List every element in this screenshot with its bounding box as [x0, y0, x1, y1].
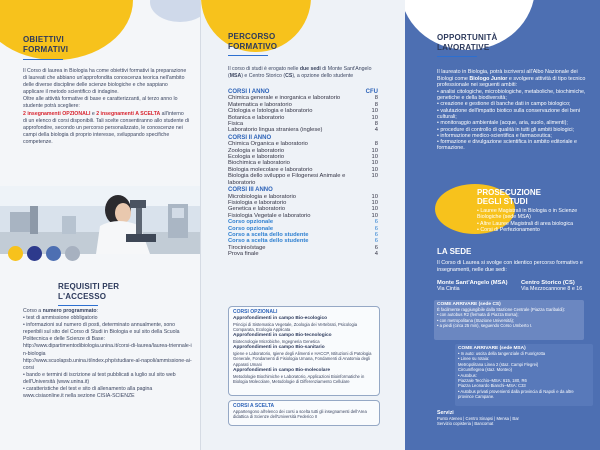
objectives-choice-pre: Oltre alle attività formative di base e caratterizzanti, al terzo anno lo studente potrà scegliere:: [23, 96, 178, 110]
course-year-label: CORSI I ANNO: [228, 89, 270, 95]
course-intro-mid2: ) e Centro Storico (: [241, 73, 286, 80]
careers-intro-pre: Il laureato in Biologia, potrà iscriversi all'Albo Nazionale dei Biologi come: [437, 69, 578, 82]
panel-objectives: [0, 0, 200, 450]
course-name: Zoologia e laboratorio: [228, 147, 285, 154]
course-cfu: 10: [371, 154, 378, 161]
requirements-divider: [58, 305, 98, 306]
services-line: Servizio copisteria | Bancomat: [437, 421, 494, 427]
directions-msa-line: • Autobus:: [458, 372, 477, 378]
optional-group-title: Approfondimenti in campo Bio-tecnologico: [233, 333, 332, 339]
course-row: [228, 127, 378, 133]
directions-msa-line: • Autobus privati provenienti dalla provincia di Napoli e da altre province Campane.: [458, 388, 574, 400]
course-year-rows: [228, 194, 378, 258]
directions-cs-lines: [437, 307, 581, 329]
requirements-item: • informazioni sul numero di posti, determinato annualmente, sono reperibili sul sito del Corso di Studi in Biologia e sul sito della Scuola Politecnica e delle Scienze di Base:: [23, 322, 180, 343]
course-name: Corso opzionale: [228, 219, 274, 226]
directions-msa-line: Metropolitana Linea 2 (staz. Campi Flegrei): [458, 361, 539, 367]
directions-msa-line: Piazza Leonardo Bianchi–MSA: C33: [458, 383, 526, 389]
course-row: [228, 173, 378, 186]
course-row: [228, 251, 378, 257]
course-year-rows: [228, 95, 378, 133]
course-cfu: 10: [371, 206, 378, 213]
careers-list: [437, 89, 592, 152]
dot-blue: [46, 246, 61, 261]
career-item: • procedure di controllo di qualità in tutti gli ambiti biologici;: [437, 127, 592, 133]
services-line: Punto Ateneo | Centro Sinapsi | Mensa | Bar: [437, 416, 519, 421]
course-name: Corso opzionale: [228, 225, 274, 232]
dot-gray: [65, 246, 80, 261]
course-name: Matematica e laboratorio: [228, 101, 292, 108]
course-name: Citologia e Istologia e laboratorio: [228, 108, 313, 115]
careers-intro-bold: Biologo Junior: [469, 75, 508, 82]
objectives-title: OBIETTIVI FORMATIVI: [23, 35, 69, 54]
directions-msa-line: Piazzale Tecchio–MSA: 615, 180, R6: [458, 378, 527, 384]
career-item: • analisi citologiche, microbiologiche, metaboliche, biochimiche, genetiche e della biodiversità;: [437, 89, 592, 102]
career-item: • informazione medico-scientifica e farmaceutica;: [437, 133, 592, 139]
venue-site-cs: [521, 280, 597, 292]
requirements-link[interactable]: http://www.dipartimentodibiologia.unina.it/corsi-di-laurea/laurea-triennale-in-biologia: [23, 343, 192, 357]
course-title: PERCORSO FORMATIVO: [228, 32, 278, 51]
course-cfu: 10: [371, 114, 378, 121]
objectives-text: [23, 68, 189, 146]
continuation-item: • Altre Lauree Magistrali di area biologica: [477, 221, 595, 227]
optional-group-title: Approfondimenti in campo Bio-molecolare: [233, 368, 331, 374]
objectives-selected: 2 insegnamenti A SCELTA: [96, 110, 161, 117]
course-cfu: 8: [374, 141, 378, 148]
dot-yellow: [8, 246, 23, 261]
requirements-item: • test di ammissione obbligatorio: [23, 315, 98, 322]
services-heading: Servizi: [437, 410, 454, 416]
requirements-text: [23, 308, 193, 400]
requirements-lead-post: :: [96, 308, 98, 314]
directions-cs-line: È facilmente raggiungibile dalla Stazione Centrale (Piazza Garibaldi):: [437, 307, 566, 312]
directions-msa-box: [455, 344, 593, 406]
objectives-optional: 2 insegnamenti OPZIONALI: [23, 110, 91, 117]
course-name: Biochimica e laboratorio: [228, 160, 290, 167]
services-box: [437, 410, 592, 427]
optional-heading: CORSI OPZIONALI: [233, 309, 278, 315]
course-cfu: 10: [371, 160, 378, 167]
course-name: Corso a scelta dello studente: [228, 238, 309, 245]
venue-title: LA SEDE: [437, 247, 472, 256]
course-year-rows: [228, 141, 378, 186]
course-name: Chimica generale e inorganica e laboratorio: [228, 95, 341, 102]
course-name: Ecologia e laboratorio: [228, 154, 285, 161]
venue-text: Il Corso di Laurea si svolge con identico percorso formativo e insegnamenti, nelle due sedi:: [437, 260, 583, 273]
course-name: Laboratorio lingua straniera (inglese): [228, 127, 323, 134]
requirements-item-text: test di ammissione obbligatorio: [26, 315, 98, 322]
course-cfu: 8: [374, 121, 378, 128]
careers-title: OPPORTUNITÀ LAVORATIVE: [437, 33, 498, 52]
requirements-item-text: caratteristiche del test e sito di allenamento alla pagina www.cisiaonline.it nella sezione CISIA-SCIENZE: [23, 386, 153, 400]
course-intro-bold: due sedi: [299, 66, 321, 72]
blue-blob-corner: [150, 0, 200, 22]
course-cfu: 6: [374, 225, 378, 232]
course-name: Botanica e laboratorio: [228, 114, 285, 121]
course-cfu: 10: [371, 199, 378, 206]
optional-group-title: Approfondimenti in campo Bio-sanitario: [233, 345, 325, 351]
requirements-link[interactable]: http://www.scuolapsb.unina.it/index.php/studiare-al-napoli/ammissione-ai-corsi: [23, 357, 192, 371]
course-cfu: 10: [371, 193, 378, 200]
requirements-item: • bando e termini di iscrizione al test pubblicati a luglio sul sito web dell'Università (www.unina.it): [23, 371, 176, 385]
course-name: Chimica Organica e laboratorio: [228, 141, 308, 148]
optional-group-text: Igiene e Laboratorio, Igiene degli Alimenti e HACCP, Istituzioni di Patologia Generale, Fondamenti di Fisiologia Umana, Fondamenti di Anatomia degli Apparati Umani: [233, 351, 372, 367]
directions-cs-box: [434, 300, 584, 340]
careers-divider: [437, 56, 477, 57]
requirements-item-text: informazioni sul numero di posti, determinato annualmente, sono reperibili sul sito del Corso di Studi in Biologia e sul sito della Scuola Politecnica e delle Scienze di Base:: [23, 322, 180, 343]
course-cfu: 6: [374, 219, 378, 226]
course-cfu: 10: [371, 108, 378, 115]
course-divider: [228, 55, 268, 56]
optional-group-title: Approfondimenti in campo Bio-ecologico: [233, 316, 328, 321]
career-item: • monitoraggio ambientale (acque, aria, suolo, alimenti);: [437, 120, 592, 126]
course-intro-mid: di Monte Sant'Angelo (: [228, 66, 372, 80]
course-cfu: 6: [374, 238, 378, 245]
directions-cs-heading: COME ARRIVARE (sede CS): [437, 302, 501, 307]
course-name: Fisica: [228, 121, 244, 128]
objectives-and: e: [90, 110, 97, 117]
career-item: • formazione e divulgazione scientifica in ambito editoriale e formazione.: [437, 139, 592, 152]
course-intro-cs: CS: [285, 73, 293, 80]
course-year-label: CORSI II ANNO: [228, 134, 272, 141]
course-intro-msa: MSA: [229, 73, 242, 80]
objectives-intro: Il Corso di laurea in Biologia ha come obiettivi formativi la preparazione di laureati che abbiano un'approfondita conoscenza teorica nell'ambito delle diverse discipline delle scienze biologiche e che sappiano applicare il metodo scientifico di indagine.: [23, 68, 187, 96]
course-cfu: 10: [371, 147, 378, 154]
lab-photo: [0, 186, 200, 254]
course-cfu: 8: [374, 101, 378, 108]
directions-msa-line: • In auto: uscita della tangenziale di Fuorigrotta: [458, 351, 546, 356]
course-cfu: 10: [371, 212, 378, 219]
course-name: Prova finale: [228, 251, 259, 258]
careers-text: [437, 69, 592, 152]
optional-group-text: Principi di Sistematica Vegetale, Zoologia dei Vertebrati, Psicologia Comparata, Ecologia Applicata: [233, 321, 358, 332]
objectives-choice-post: all'interno di un elenco di corsi disponibili. Tali scelte consentiranno allo studente di approfondire, secondo un percorso personalizzato, le conoscenze nei campi della biologia di proprio interesse, sviluppando specifiche competenze.: [23, 110, 190, 145]
course-cfu: 10: [371, 173, 378, 180]
site-address: Via Cintia: [437, 286, 460, 292]
continuation-list: [477, 208, 595, 233]
objectives-divider: [23, 59, 63, 60]
careers-intro-post: e svolgere attività di tipo tecnico professionale nei seguenti ambiti:: [437, 75, 586, 89]
venue-site-msa: [437, 280, 517, 292]
career-item: • valutazione dell'impatto biotico sulla conservazione dei beni culturali;: [437, 108, 592, 121]
course-cfu: 4: [374, 251, 378, 258]
course-name: Microbiologia e laboratorio: [228, 193, 296, 200]
course-year-label: CORSI III ANNO: [228, 187, 273, 194]
cfu-label: CFU: [365, 89, 378, 95]
requirements-item-text: bando e termini di iscrizione al test pubblicati a luglio sul sito web dell'Università (www.unina.it): [23, 371, 176, 385]
course-cfu: 6: [374, 244, 378, 251]
directions-msa-line: Circumflegrea (staz. Monteo): [458, 367, 512, 373]
site-address: Via Mezzocannone 8 e 16: [521, 286, 583, 292]
directions-cs-line: • con autobus R2 (fermata di Piazza Borsa);: [437, 312, 519, 318]
site-name: Monte Sant'Angelo (MSA): [437, 280, 508, 286]
course-cfu: 4: [374, 127, 378, 134]
course-intro-pre: Il corso di studi è erogato nelle: [228, 66, 300, 72]
course-intro-post: ), a opzione dello studente: [292, 73, 354, 80]
optional-group-text: Biotecnologie Microbiche, Ingegneria Genetica: [233, 339, 320, 344]
directions-msa-line: • Linee su rotaia:: [458, 356, 490, 362]
requirements-title: REQUISITI PER L'ACCESSO: [58, 282, 120, 301]
continuation-title: PROSECUZIONE DEGLI STUDI: [477, 188, 542, 206]
choice-heading: CORSI A SCELTA: [233, 403, 275, 409]
course-intro: [228, 66, 378, 80]
dot-navy: [27, 246, 42, 261]
course-name: Fisiologia e laboratorio: [228, 199, 287, 206]
continuation-item: • Lauree Magistrali in Biologia o in Scienze Biologiche (sede MSA): [477, 208, 595, 221]
requirements-lead-pre: Corso a: [23, 308, 43, 314]
directions-cs-line: • con metropolitana (Stazione Università);: [437, 317, 515, 323]
optional-group-text: Metodologie Biochimiche e Laboratorio, Applicazioni Bioinformatiche in Biologia Molecolare, Metodologie di Differenziamento Cellulare: [233, 373, 365, 385]
choice-courses-box: [228, 400, 380, 426]
course-table: [228, 88, 378, 258]
course-name: Genetica e laboratorio: [228, 206, 286, 213]
optional-groups: [233, 316, 375, 385]
optional-courses-box: [228, 306, 380, 396]
course-name: Corso a scelta dello studente: [228, 231, 309, 238]
directions-cs-line: • a piedi (circa 25 min), seguendo Corso Umberto I.: [437, 323, 533, 329]
career-item: • creazione e gestione di banche dati in campo biologico;: [437, 101, 592, 107]
course-cfu: 6: [374, 231, 378, 238]
course-name: Biologia dello sviluppo e Filogenesi Animale e laboratorio: [228, 173, 346, 186]
requirements-item: • caratteristiche del test e sito di allenamento alla pagina www.cisiaonline.it nella sezione CISIA-SCIENZE: [23, 386, 153, 400]
course-name: Tirocinio/stage: [228, 244, 266, 251]
continuation-item: • Corsi di Perfezionamento: [477, 227, 595, 233]
site-name: Centro Storico (CS): [521, 280, 575, 286]
course-cfu: 10: [371, 166, 378, 173]
requirements-lead-bold: numero programmato: [42, 308, 97, 314]
course-name: Fisiologia Vegetale e laboratorio: [228, 212, 311, 219]
course-name: Biologia molecolare e laboratorio: [228, 166, 313, 173]
directions-msa-heading: COME ARRIVARE (sede MSA): [458, 346, 526, 351]
directions-msa-lines: [458, 351, 590, 400]
choice-text: Appartengono all'elenco dei corsi a scelta tutti gli insegnamenti dell'Area didattica di Scienze dell'Università Federico II: [233, 409, 367, 420]
course-cfu: 8: [374, 95, 378, 102]
